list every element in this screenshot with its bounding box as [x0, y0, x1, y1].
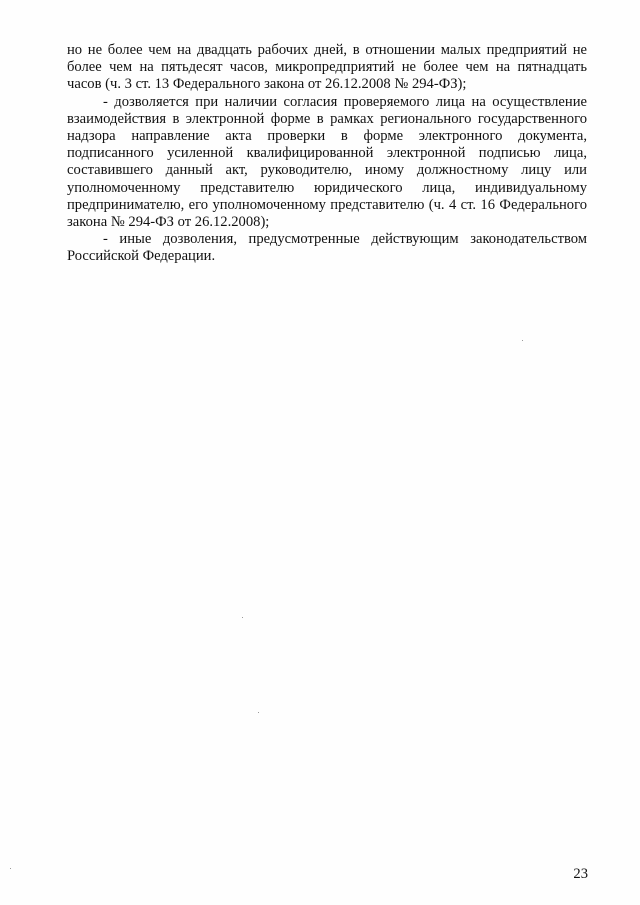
paragraph-other-permissions: - иные дозволения, предусмотренные действующим законодательством Российской Федерации. [67, 231, 587, 265]
scan-speck [242, 617, 243, 618]
page-number: 23 [573, 866, 588, 882]
paragraph-continuation: но не более чем на двадцать рабочих дней, в отношении малых предприятий не более чем на пятьдесят часов, микропредприятий не более чем на пятнадцать часов (ч. 3 ст. 13 Федерального закона от 26.12.2008 № 294-ФЗ); [67, 42, 587, 93]
scan-speck [258, 712, 259, 713]
document-body [67, 42, 587, 266]
scan-speck [10, 868, 11, 869]
scan-speck [522, 340, 523, 341]
paragraph-electronic-act: - дозволяется при наличии согласия проверяемого лица на осуществление взаимодействия в электронной форме в рамках регионального государственного надзора направление акта проверки в форме электронного документа, подписанного усиленной квалифицированной электронной подписью лица, составившего данный акт, руководителю, иному должностному лицу или уполномоченному представителю юридического лица, индивидуальному предпринимателю, его уполномоченному представителю (ч. 4 ст. 16 Федерального закона № 294-ФЗ от 26.12.2008); [67, 93, 587, 231]
